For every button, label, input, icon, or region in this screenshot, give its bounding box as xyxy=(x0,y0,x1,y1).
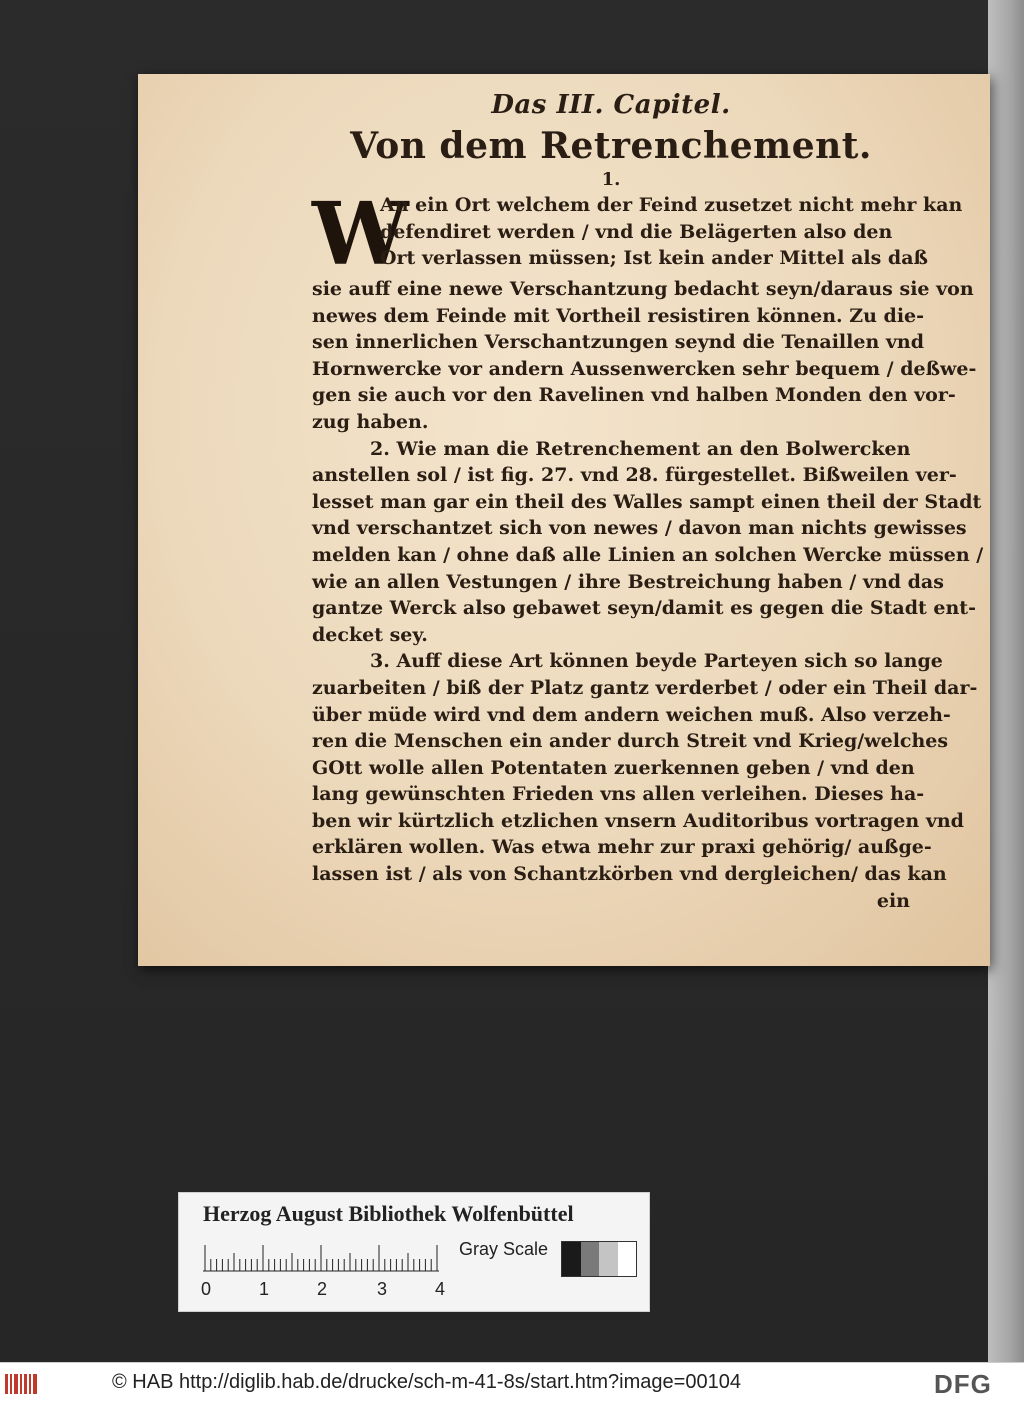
swatch-white xyxy=(618,1242,637,1276)
gray-scale-label: Gray Scale xyxy=(459,1239,549,1259)
scale-number: 1 xyxy=(259,1279,270,1299)
scale-number: 2 xyxy=(317,1279,328,1299)
text-line: ren die Menschen ein ander durch Streit vnd Krieg/welches xyxy=(312,730,949,753)
page-title: Von dem Retrenchement. xyxy=(350,125,872,167)
text-line: defendiret werden / vnd die Belägerten also den xyxy=(380,220,893,243)
swatch-dark-gray xyxy=(581,1242,600,1276)
right-edge-strip xyxy=(988,0,1024,1362)
page-text xyxy=(312,88,984,914)
paragraph-3 xyxy=(312,648,978,887)
text-line: ben wir kürtzlich etzlichen vnsern Auditoribus vortragen vnd xyxy=(312,809,964,832)
section-number: 1. xyxy=(601,169,621,190)
text-line: 2. Wie man die Retrenchement an den Bolwercken xyxy=(370,437,911,460)
text-line: lassen ist / als von Schantzkörben vnd dergleichen/ das kan xyxy=(312,863,947,886)
text-line: zuarbeiten / biß der Platz gantz verderbet / oder ein Theil dar- xyxy=(312,676,978,699)
text-line: über müde wird vnd dem andern weichen muß. Also verzeh- xyxy=(312,703,951,726)
paragraph-1 xyxy=(312,184,977,436)
text-line: GOtt wolle allen Potentaten zuerkennen geben / vnd den xyxy=(312,756,915,779)
swatch-black xyxy=(562,1242,581,1276)
text-line: vnd verschantzet sich von newes / davon man nichts gewisses xyxy=(312,517,967,540)
color-calibration-card xyxy=(178,1192,650,1312)
scale-number: 4 xyxy=(435,1279,446,1299)
text-line: gantze Werck also gebawet seyn/damit es gegen die Stadt ent- xyxy=(312,597,976,620)
text-line: anstellen sol / ist fig. 27. vnd 28. fürgestellet. Bißweilen ver- xyxy=(312,464,957,487)
viewer-footer xyxy=(0,1362,1024,1405)
text-line: erklären wollen. Was etwa mehr zur praxi gehörig/ außge- xyxy=(312,836,932,859)
decorated-initial: W xyxy=(312,184,409,285)
swatch-light-gray xyxy=(599,1242,618,1276)
scale-number: 3 xyxy=(377,1279,388,1299)
text-line: decket sey. xyxy=(312,623,428,646)
text-line: 3. Auff diese Art können beyde Parteyen sich so lange xyxy=(370,650,943,673)
catchword: ein xyxy=(876,889,910,912)
scale-number: 0 xyxy=(201,1279,212,1299)
chapter-heading: Das III. Capitel. xyxy=(491,90,731,120)
text-line: sie auff eine newe Verschantzung bedacht seyn/daraus sie von xyxy=(312,278,974,300)
library-barcode-icon xyxy=(4,1371,40,1397)
copyright-link[interactable]: © HAB http://diglib.hab.de/drucke/sch-m-41-8s/start.htm?image=00104 xyxy=(112,1371,741,1393)
gray-scale-swatches xyxy=(561,1241,637,1277)
text-line: melden kan / ohne daß alle Linien an solchen Wercke müssen / xyxy=(312,543,984,566)
text-line: zug haben. xyxy=(312,410,429,433)
text-line: An ein Ort welchem der Feind zusetzet nicht mehr kan xyxy=(380,194,963,216)
paragraph-2 xyxy=(312,436,984,649)
text-line: lang gewünschten Frieden vns allen verleihen. Dieses ha- xyxy=(312,783,925,806)
text-line: Ort verlassen müssen; Ist kein ander Mittel als daß xyxy=(380,247,928,270)
text-line: newes dem Feinde mit Vortheil resistiren können. Zu die- xyxy=(312,304,925,327)
text-line: gen sie auch vor den Ravelinen vnd halben Monden den vor- xyxy=(312,384,956,407)
scale-numbers xyxy=(197,1279,467,1303)
text-line: Hornwercke vor andern Aussenwercken sehr bequem / deßwe- xyxy=(312,357,977,380)
dfg-logo: DFG xyxy=(934,1369,992,1399)
library-name: Herzog August Bibliothek Wolfenbüttel xyxy=(203,1201,574,1226)
text-line: sen innerlichen Verschantzungen seynd die Tenaillen vnd xyxy=(312,331,925,354)
text-line: wie an allen Vestungen / ihre Bestreichung haben / vnd das xyxy=(312,570,944,593)
text-line: lesset man gar ein theil des Walles sampt einen theil der Stadt xyxy=(312,490,982,513)
ruler-icon xyxy=(203,1245,439,1271)
